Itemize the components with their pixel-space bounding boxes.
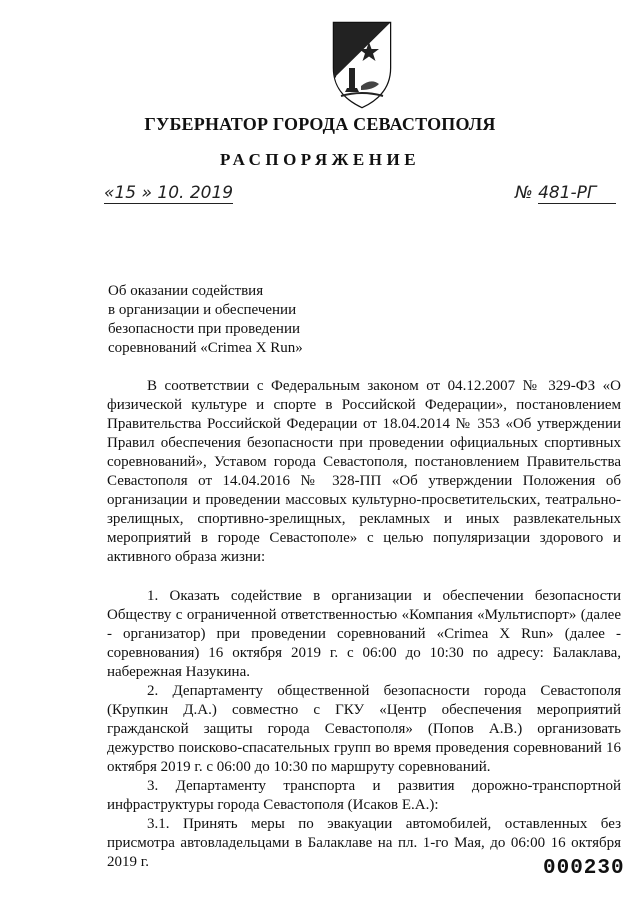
document-number-value: 481-РГ [538,183,616,204]
order-item-2: 2. Департаменту общественной безопасности города Севастополя (Крупкин Д.А.) совместно с ГКУ «Центр обеспечения мероприятий гражданской защиты города Севастополя» (Попов А.В.) организовать дежурство поисково-спасательных групп во время проведения соревнований 16 октября 2019 г. с 06:00 до 10:30 по маршруту соревнований. [107,683,621,775]
document-type-heading: РАСПОРЯЖЕНИЕ [219,150,421,169]
subject-line: Об оказании содействия [108,283,264,299]
governor-title: ГУБЕРНАТОР ГОРОДА СЕВАСТОПОЛЯ [144,114,496,134]
subject-line: в организации и обеспечении [108,302,297,318]
order-item-1: 1. Оказать содействие в организации и обеспечении безопасности Обществу с ограниченной ответственностью «Компания «Мультиспорт» (далее - организатор) при проведении соревнований «Crimea X Run» (далее - соревнования) 16 октября 2019 г. с 06:00 до 10:30 по адресу: Балаклава, набережная Назукина. [107,588,621,680]
document-number [515,183,616,204]
subject-line: соревнований «Crimea X Run» [108,340,303,356]
subject-line: безопасности при проведении [108,321,301,337]
document-number-prefix: № [515,183,533,203]
order-item-3: 3. Департаменту транспорта и развития дорожно-транспортной инфраструктуры города Севастополя (Исаков Е.А.): [107,778,621,813]
order-item-3-1: 3.1. Принять меры по эвакуации автомобилей, оставленных без присмотра автовладельцами в Балаклаве на пл. 1-го Мая, до 06:00 16 октября 2019 г. [107,816,621,870]
preamble-paragraph: В соответствии с Федеральным законом от 04.12.2007 № 329-ФЗ «О физической культуре и спорте в Российской Федерации», постановлением Правительства Российской Федерации от 18.04.2014 № 353 «Об утверждении Правил обеспечения безопасности при проведении официальных спортивных соревнований», Уставом города Севастополя, постановлением Правительства Севастополя от 14.04.2016 № 328-ПП «Об утверждении Положения об организации и проведении массовых культурно-просветительских, театрально-зрелищных, спортивно-зрелищных, рекламных и иных развлекательных мероприятий в городе Севастополе» с целью популяризации здорового и активного образа жизни: [107,378,621,565]
document-date-value: «15 » 10. 2019 [104,183,234,203]
sevastopol-coat-of-arms-icon [331,20,393,110]
page-code-stamp: 000230 [543,857,625,880]
document-date [104,183,233,204]
document-subject [108,282,303,358]
